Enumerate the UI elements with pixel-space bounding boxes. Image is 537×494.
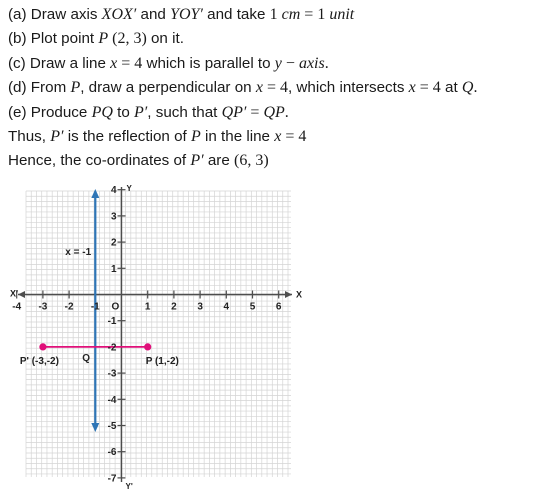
step-text: , such that [147, 103, 222, 121]
y-tick-label: 3 [110, 211, 117, 223]
step-text: , which intersects [287, 79, 409, 97]
y-tick-label: -3 [107, 368, 117, 380]
step-text: (b) Plot point [8, 30, 99, 48]
math-text: = 4 [117, 54, 143, 72]
step-text: Thus, [8, 128, 51, 146]
y-tick-label: 2 [110, 237, 117, 249]
x-tick-label: 2 [171, 301, 177, 313]
math-text: = 1 [300, 6, 330, 23]
x-tick-label: 1 [144, 301, 151, 313]
y-tick-label: -1 [107, 316, 117, 328]
x-tick-label: -1 [90, 301, 100, 313]
step-text: at [440, 79, 462, 97]
math-text: x [274, 128, 282, 146]
x-tick-label: 5 [249, 301, 256, 313]
x-tick-label: -3 [38, 301, 48, 313]
step-text: is the reflection of [63, 128, 191, 146]
math-text: XOX′ [101, 6, 137, 23]
math-text: x [110, 54, 118, 72]
axes [18, 187, 292, 485]
x-axis-label: X' [10, 288, 19, 299]
step-text: (a) Draw axis [8, 6, 102, 23]
step-text: and take [202, 6, 270, 23]
math-text: = 4 [415, 79, 441, 97]
x-axis-arrow [285, 291, 292, 298]
x-tick-label: -4 [12, 301, 22, 313]
y-tick-label: -6 [107, 447, 117, 459]
math-text: (2, 3) [108, 30, 147, 48]
math-text: P [190, 128, 201, 146]
math-text: P [70, 79, 81, 97]
origin-label: O [111, 301, 120, 313]
step-text: are [203, 152, 235, 170]
math-text: = 4 [262, 79, 288, 97]
math-text: (6, 3) [234, 152, 269, 170]
step-text: , draw a perpendicular on [80, 79, 256, 97]
point-marker [144, 343, 151, 350]
math-text: y [274, 54, 282, 72]
step-text: and [136, 6, 171, 23]
y-tick-label: -7 [107, 473, 117, 485]
intersection-label: Q [82, 352, 91, 364]
math-text: 1 [269, 6, 282, 23]
math-text: cm [281, 6, 301, 23]
math-text: − [281, 54, 299, 72]
x-axis-arrow [18, 291, 25, 298]
math-text: PQ [91, 103, 113, 121]
math-text: axis [298, 54, 325, 72]
point-label: P (1,-2) [145, 355, 179, 367]
step-text: (e) Produce [8, 103, 92, 121]
math-text: . [324, 54, 329, 72]
y-axis-label: Y [126, 184, 132, 193]
y-tick-label: -4 [107, 394, 117, 406]
grid [26, 191, 291, 477]
math-text: = 4 [281, 128, 307, 146]
vertical-line-label: x = -1 [65, 247, 92, 259]
math-text: P′ [190, 152, 204, 170]
x-axis-label: X [296, 289, 303, 300]
math-text: YOY′ [170, 6, 203, 23]
y-tick-label: -2 [107, 342, 117, 354]
y-tick-label: -5 [107, 421, 117, 432]
y-tick-label: 1 [110, 263, 117, 275]
step-text: (d) From [8, 79, 71, 97]
point-marker [39, 343, 46, 350]
math-text: x [255, 79, 263, 97]
step-text: in the line [200, 128, 275, 146]
vertical-line-arrow [91, 423, 99, 432]
math-text: P′ [50, 128, 64, 146]
x-tick-label: 4 [223, 301, 230, 313]
step-text: which is parallel to [142, 54, 275, 72]
math-text: QP′ [221, 103, 247, 121]
x-tick-label: 3 [197, 301, 203, 313]
x-tick-label: 6 [275, 301, 282, 313]
y-axis-label: Y' [125, 482, 133, 491]
step-text: to [112, 103, 135, 121]
step-text: (c) Draw a line [8, 54, 111, 72]
math-text: x [408, 79, 416, 97]
math-text: Q [461, 79, 474, 97]
math-text: QP [263, 103, 285, 121]
y-tick-label: 4 [110, 185, 117, 197]
math-text: . [473, 79, 478, 97]
math-text: P′ [134, 103, 148, 121]
step-text: on it. [146, 30, 184, 48]
point-label: P' (-3,-2) [19, 355, 59, 367]
math-text: = [246, 103, 264, 121]
vertical-line-arrow [91, 189, 99, 198]
math-text: unit [329, 6, 355, 23]
step-text: Hence, the co-ordinates of [8, 152, 191, 170]
math-text: P [98, 30, 109, 48]
x-tick-label: -2 [64, 301, 74, 313]
math-text: . [284, 103, 289, 121]
